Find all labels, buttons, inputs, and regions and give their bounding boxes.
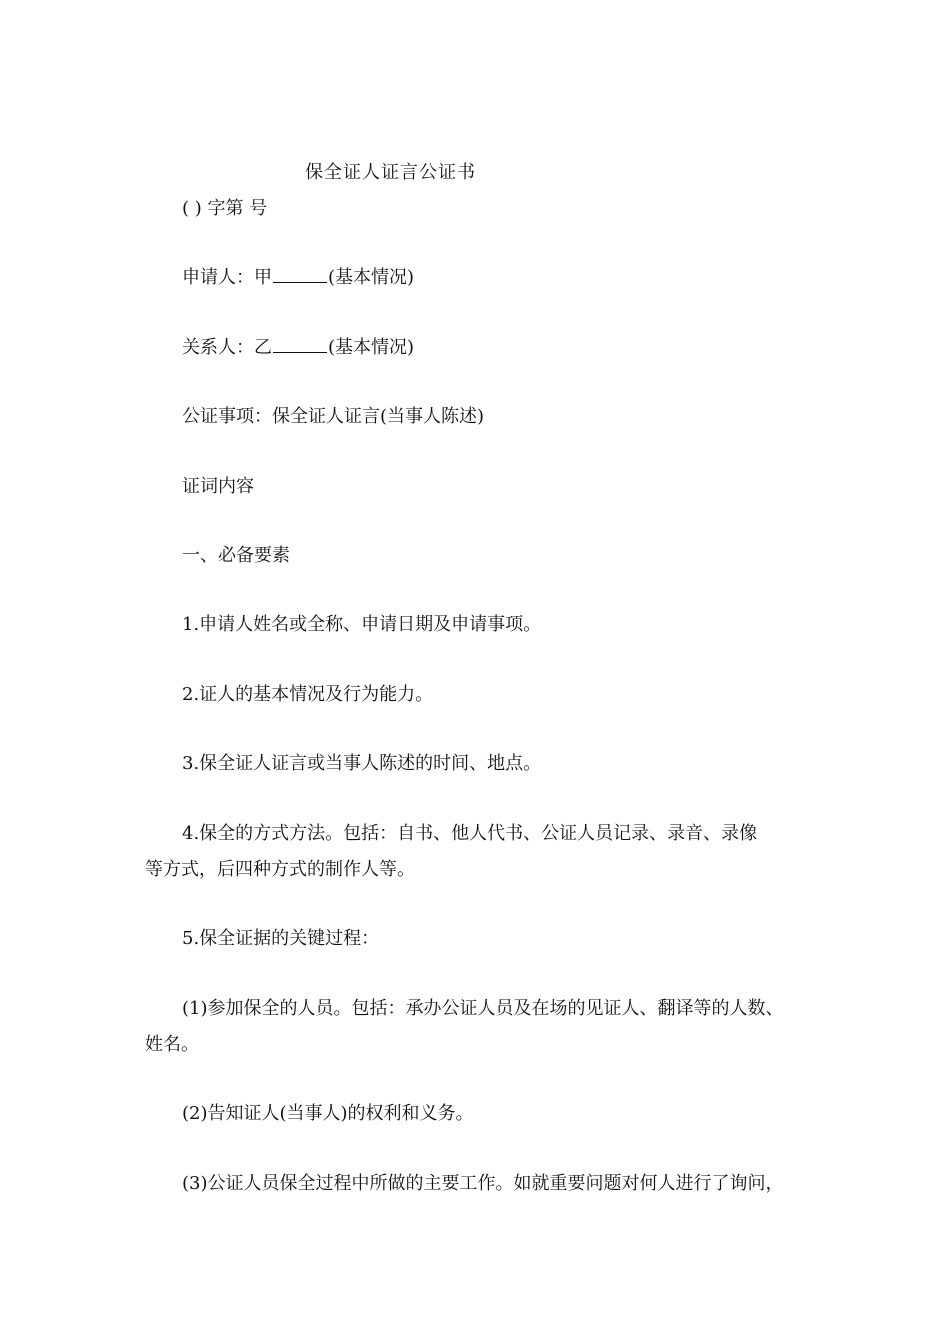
document-number-line: ( ) 字第 号 [182, 198, 268, 219]
sub-item-2: (2)告知证人(当事人)的权利和义务。 [182, 1103, 474, 1124]
list-item-4-line-1: 4.保全的方式方法。包括：自书、他人代书、公证人员记录、录音、录像 [182, 823, 758, 844]
applicant-label: 申请人：甲 [182, 267, 272, 288]
list-item-3: 3.保全证人证言或当事人陈述的时间、地点。 [182, 753, 542, 774]
document-title: 保全证人证言公证书 [305, 162, 476, 183]
related-party-line [182, 334, 414, 361]
applicant-line [182, 264, 414, 291]
list-item-2: 2.证人的基本情况及行为能力。 [182, 684, 434, 705]
sub-item-1-line-2: 姓名。 [145, 1034, 199, 1055]
content-heading: 证词内容 [182, 476, 254, 497]
related-party-note: (基本情况) [328, 337, 415, 358]
list-item-1: 1.申请人姓名或全称、申请日期及申请事项。 [182, 614, 542, 635]
list-item-5: 5.保全证据的关键过程： [182, 928, 380, 949]
sub-item-1-line-1: (1)参加保全的人员。包括：承办公证人员及在场的见证人、翻译等的人数、 [182, 998, 784, 1019]
related-party-label: 关系人：乙 [182, 337, 272, 358]
notarization-matter: 公证事项：保全证人证言(当事人陈述) [182, 406, 485, 427]
related-party-blank [273, 334, 327, 353]
applicant-note: (基本情况) [328, 267, 415, 288]
applicant-blank [273, 264, 327, 283]
section-heading-one: 一、必备要素 [182, 545, 290, 566]
sub-item-3-line-1: (3)公证人员保全过程中所做的主要工作。如就重要问题对何人进行了询问， [182, 1173, 784, 1194]
list-item-4-line-2: 等方式，后四种方式的制作人等。 [145, 859, 415, 880]
